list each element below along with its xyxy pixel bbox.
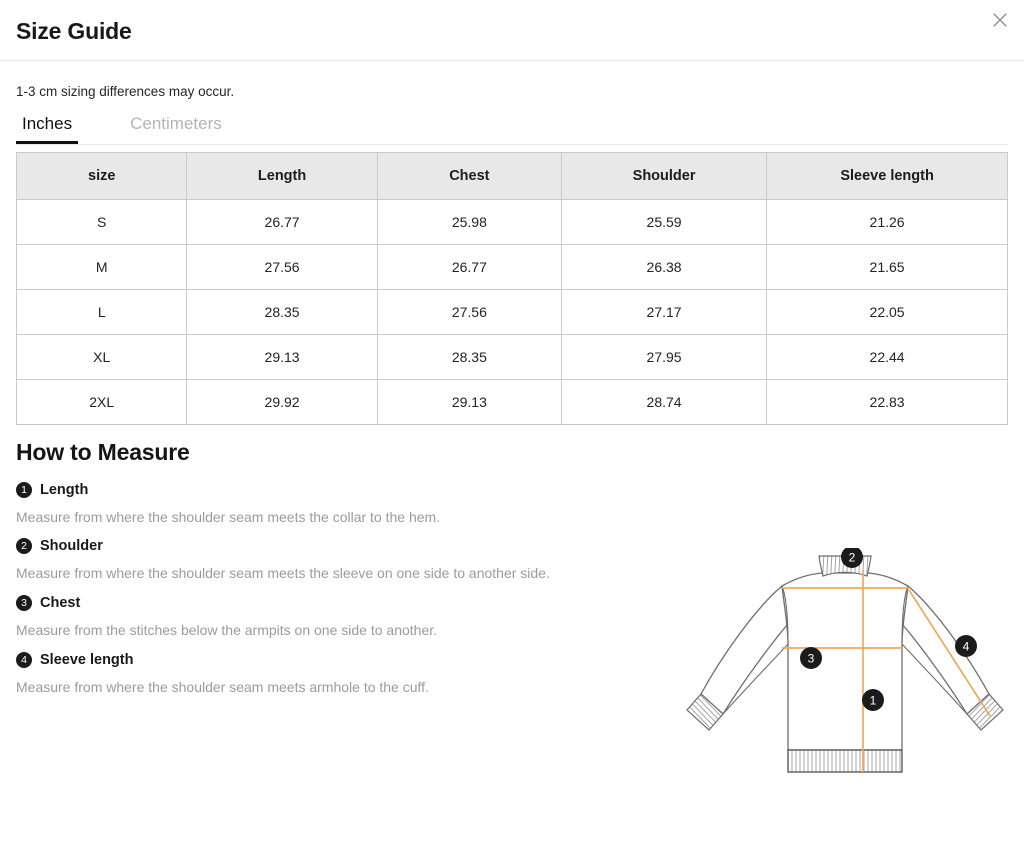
- table-header-row: [17, 152, 1008, 199]
- modal-header: [0, 0, 1024, 60]
- sweater-measurement-diagram: [678, 548, 1018, 788]
- cell-size: 2XL: [17, 379, 187, 424]
- measure-description: Measure from where the shoulder seam meets the sleeve on one side to another side.: [16, 565, 550, 582]
- number-badge-4-icon: 4: [16, 652, 32, 668]
- table-row: [17, 244, 1008, 289]
- cell-sleeve-length: 22.05: [767, 289, 1008, 334]
- cell-chest: 25.98: [377, 199, 561, 244]
- column-header-size: size: [17, 152, 187, 199]
- measure-head: [16, 595, 656, 611]
- column-header-sleeve-length: Sleeve length: [767, 152, 1008, 199]
- tab-centimeters[interactable]: Centimeters: [124, 113, 228, 143]
- svg-text:2: 2: [848, 550, 856, 565]
- unit-tabs: [0, 100, 1024, 143]
- cell-sleeve-length: 21.65: [767, 244, 1008, 289]
- cell-shoulder: 25.59: [562, 199, 767, 244]
- size-table-head: [17, 152, 1008, 199]
- cell-sleeve-length: 22.83: [767, 379, 1008, 424]
- measure-label: Sleeve length: [40, 652, 134, 669]
- page-title: Size Guide: [16, 18, 132, 44]
- cell-shoulder: 26.38: [562, 244, 767, 289]
- number-badge-3-icon: 3: [16, 595, 32, 611]
- sleeve-measure-line: [909, 590, 990, 716]
- cell-chest: 29.13: [377, 379, 561, 424]
- measure-label: Shoulder: [40, 538, 103, 555]
- table-row: [17, 199, 1008, 244]
- measure-item-sleeve-length: [16, 652, 656, 697]
- cell-size: S: [17, 199, 187, 244]
- cell-sleeve-length: 21.26: [767, 199, 1008, 244]
- tab-inches[interactable]: Inches: [16, 113, 78, 143]
- cell-size: L: [17, 289, 187, 334]
- cell-length: 26.77: [187, 199, 377, 244]
- measure-head: [16, 652, 656, 668]
- how-to-measure-title: How to Measure: [16, 438, 190, 465]
- measure-description: Measure from where the shoulder seam meets the collar to the hem.: [16, 508, 441, 525]
- svg-text:1: 1: [869, 693, 877, 708]
- close-button[interactable]: [986, 6, 1014, 34]
- cell-shoulder: 27.17: [562, 289, 767, 334]
- hem-ribbing: [788, 750, 902, 772]
- cell-shoulder: 27.95: [562, 334, 767, 379]
- diagram-marker-4: [955, 635, 977, 657]
- cell-sleeve-length: 22.44: [767, 334, 1008, 379]
- number-badge-2-icon: 2: [16, 538, 32, 554]
- svg-text:4: 4: [962, 639, 970, 654]
- column-header-shoulder: Shoulder: [562, 152, 767, 199]
- cell-size: XL: [17, 334, 187, 379]
- number-badge-1-icon: 1: [16, 482, 32, 498]
- cell-chest: 28.35: [377, 334, 561, 379]
- measure-label: Length: [40, 481, 89, 498]
- diagram-marker-1: [862, 689, 884, 711]
- measure-description: Measure from where the shoulder seam meets armhole to the cuff.: [16, 679, 429, 696]
- cell-length: 28.35: [187, 289, 377, 334]
- cell-length: 27.56: [187, 244, 377, 289]
- sweater-illustration-icon: [678, 548, 1018, 788]
- cell-length: 29.13: [187, 334, 377, 379]
- size-table-body: [17, 199, 1008, 424]
- left-sleeve-shape: [701, 586, 788, 714]
- table-row: [17, 289, 1008, 334]
- sizing-note: 1-3 cm sizing differences may occur.: [16, 83, 235, 99]
- close-icon: [993, 13, 1007, 27]
- cell-chest: 26.77: [377, 244, 561, 289]
- column-header-chest: Chest: [377, 152, 561, 199]
- cell-chest: 27.56: [377, 289, 561, 334]
- measure-item-length: [16, 482, 656, 527]
- diagram-marker-3: [800, 647, 822, 669]
- measure-label: Chest: [40, 595, 81, 612]
- size-table-container: [0, 145, 1024, 425]
- table-row: [17, 379, 1008, 424]
- measure-list: [16, 482, 656, 698]
- size-table: [16, 152, 1008, 425]
- measure-head: [16, 538, 656, 554]
- svg-text:3: 3: [807, 651, 815, 666]
- measure-description: Measure from the stitches below the armpits on one side to another.: [16, 622, 438, 639]
- table-row: [17, 334, 1008, 379]
- column-header-length: Length: [187, 152, 377, 199]
- cell-length: 29.92: [187, 379, 377, 424]
- measure-item-shoulder: [16, 538, 656, 583]
- measure-item-chest: [16, 595, 656, 640]
- cell-size: M: [17, 244, 187, 289]
- cell-shoulder: 28.74: [562, 379, 767, 424]
- measure-head: [16, 482, 656, 498]
